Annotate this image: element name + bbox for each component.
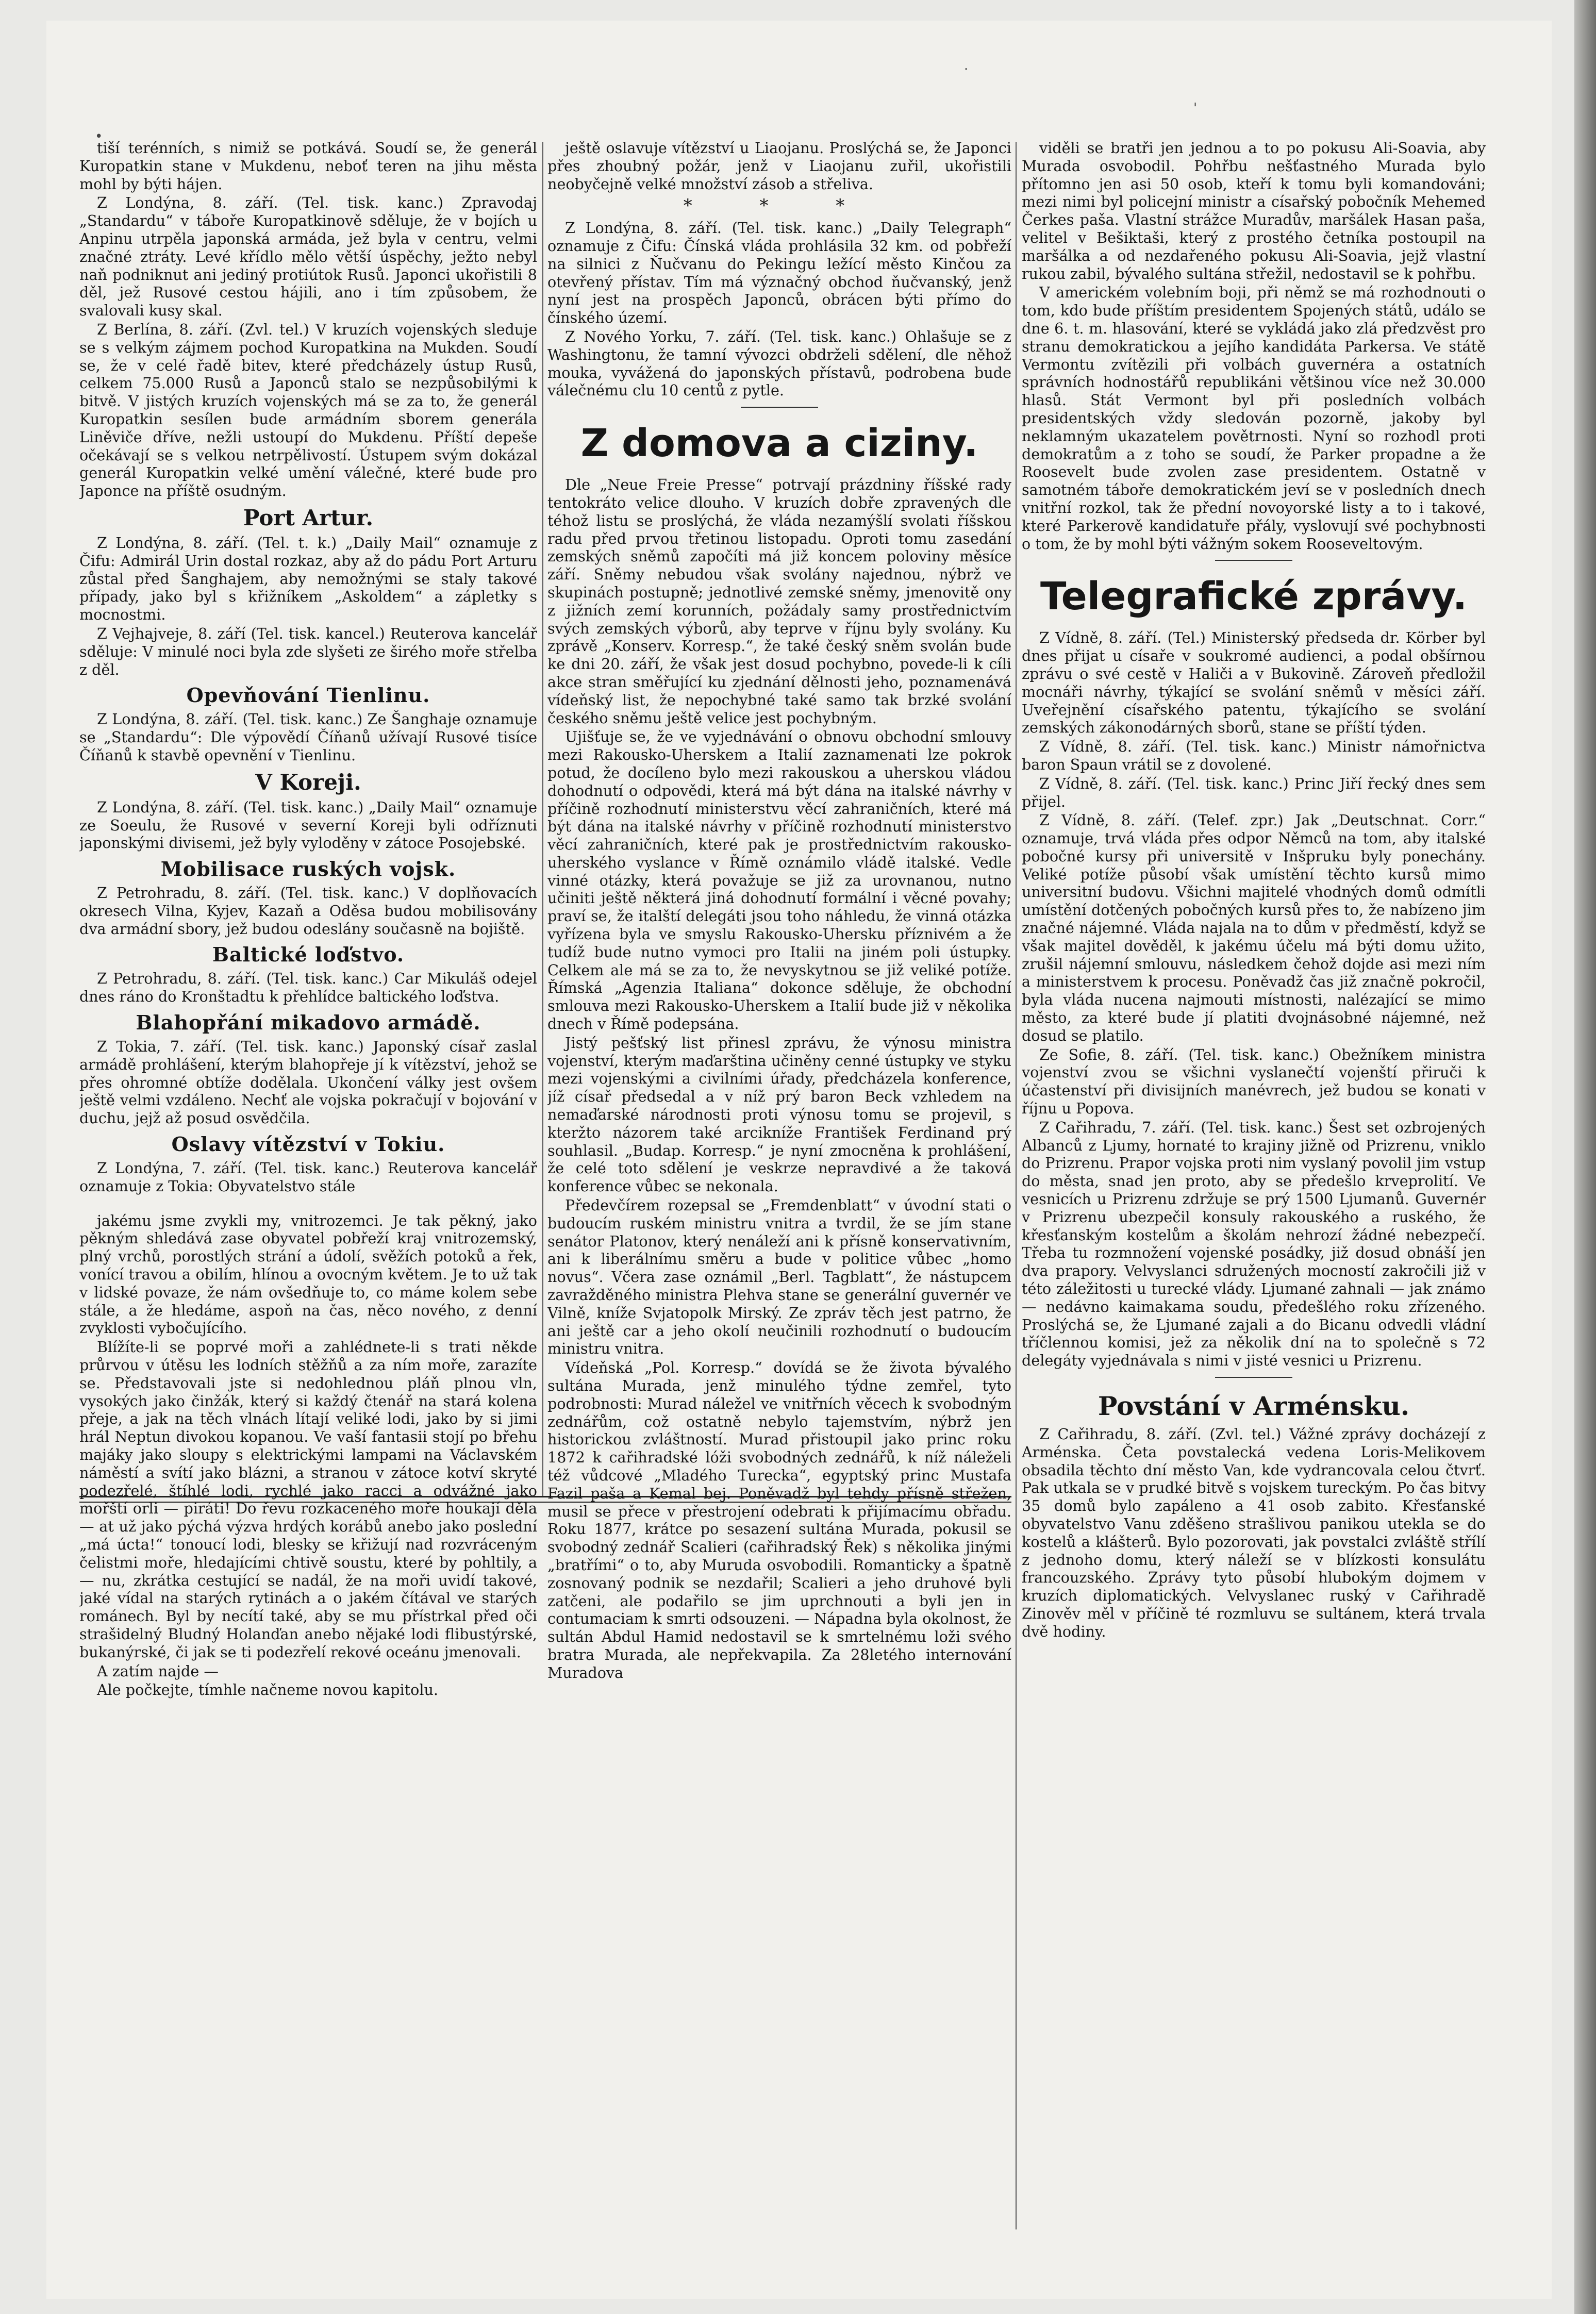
- section-heading: Oslavy vítězství v Tokiu.: [171, 1133, 445, 1156]
- section-heading: V Koreji.: [255, 769, 361, 795]
- paragraph: Z Berlína, 8. září. (Zvl. tel.) V kruzích vojenských sleduje se s velkým zájmem pochod Kuropatkina na Mukden. Soudí se, že v celé řadě bitev, které předcházely ústup Rusů, celkem 75.000 Rusů a Japonců stalo se nezpůsobilými k bitvě. V jistých kruzích vojenských má se za to, že generál Kuropatkin sesílen bude armádním sborem generála Liněviče dříve, nežli ustoupí do Mukdenu. Příští depeše očekávají se s velkou netrpělivostí. Ústupem svým dokázal generál Kuropatkin velké umění válečné, které bude pro Japonce na příště osudným.: [79, 320, 537, 500]
- section-heading: Opevňování Tienlinu.: [186, 684, 430, 707]
- column-divider: [542, 142, 543, 1497]
- paragraph: Z Londýna, 8. září. (Tel. t. k.) „Daily Mail“ oznamuje z Čifu: Admirál Urin dostal rozkaz, aby až do pádu Port Arturu zůstal před Šanghajem, aby nemožnými se staly takové případy, jako byl s křižníkem „Askoldem“ a zápletky s mocnostmi.: [79, 534, 537, 624]
- paragraph: V americkém volebním boji, při němž se má rozhodnouti o tom, kdo bude příštím presidentem Spojených států, událo se dne 6. t. m. hlasování, které se vykládá jako zlá předzvěst pro stranu demokratickou a jejího kandidáta Parkersa. Ve státě Vermontu zvítězili při volbách guvernéra a ostatních správních hodnostářů republikáni většinou více než 30.000 hlasů. Stát Vermont byl při posledních volbách presidentských vždy sledován pozorně, jakoby byl neklamným ukazatelem povětrnosti. Nyní so rozhodl proti demokratům a z toho se soudí, že Parker propadne a že Roosevelt bude zvolen zase presidentem. Ostatně v samotném táboře demokratickém jeví se v posledních dnech vnitřní rozkol, tak že přední novoyorské listy a to i takové, které Parkerově kandidatuře přály, vyslovují své pochybnosti o tom, že by mohl býti vážným sokem Rooseveltovým.: [1022, 284, 1486, 553]
- paragraph: Z Londýna, 7. září. (Tel. tisk. kanc.) Reuterova kancelář oznamuje z Tokia: Obyvatelstvo stále: [79, 1159, 537, 1195]
- paragraph: Dle „Neue Freie Presse“ potrvají prázdniny říšské rady tentokráto velice dlouho. V kruzích dobře zpravených dle téhož listu se proslýchá, že vláda nezamýšlí svolati říšskou radu před prvou třetinou listopadu. Oproti tomu zasedání zemských sněmů započíti má již koncem poloviny měsíce září. Sněmy nebudou však svolány najednou, nýbrž ve skupinách postupně; jednotlivé zemské sněmy, jmenovitě ony z jižních zemí korunních, požádaly samy prostřednictvím svých zemských výborů, aby teprve v říjnu byly svolány. Ku zprávě „Konserv. Korresp.“, že také český sněm svolán bude ke dni 20. září, že však jest dosud pochybno, povede-li k cíli akce stran směřující ku zjednání dělnosti jeho, poznamenává vídeňský list, že nepochybné také samo tak brzké svolání českého sněmu ještě velice jest pochybným.: [547, 476, 1011, 727]
- paragraph: Z Tokia, 7. září. (Tel. tisk. kanc.) Japonský císař zaslal armádě prohlášení, kterým blahopřeje jí k vítězství, jehož se přes ohromné obtíže dodělala. Ukončení války jest ovšem ještě velmi vzdáleno. Nechť ale vojska pokračují v bojování v duchu, jejž až posud osvědčila.: [79, 1038, 537, 1127]
- newspaper-page: [46, 21, 1552, 2299]
- paragraph: Z Londýna, 8. září. (Tel. tisk. kanc.) „Daily Telegraph“ oznamuje z Čifu: Čínská vláda prohlásila 32 km. od pobřeží na silnici z Ňučvanu do Pekingu ležící město Kinčou za otevřený přístav. Tím má význačný obchod ňučvanský, jenž nyní jest na prospěch Japonců, obrácen býti přímo do čínského území.: [547, 219, 1011, 327]
- paragraph: Ujišťuje se, že ve vyjednávání o obnovu obchodní smlouvy mezi Rakousko-Uherskem a Italií zaznamenati lze pokrok potud, že docíleno bylo mezi rakouskou a uherskou vládou dohodnutí o odpovědi, která má být dána na italské návrhy v příčině rozhodnutí ministerstvu věcí zahraničních, které má být dána na italské návrhy v příčině rozhodnutí ministerstvo věcí zahraničních, které pak je prostřednictvím rakousko-uherského vyslance v Římě oznámilo vládě italské. Vedle vinné otázky, která považuje se již za urovnanou, nutno učiniti ještě některá jiná dohodnutí formální i věcné povahy; praví se, že italští delegáti jsou toho náhledu, že vinná otázka vyřízena byla ve smyslu Rakousko-Uhersku příznivém a že tudíž bude nutno vymoci pro Italii na jiném poli ústupky. Celkem ale má se za to, že nevyskytnou se již veliké potíže. Římská „Agenzia Italiana“ dokonce sděluje, že obchodní smlouva mezi Rakousko-Uherskem a Italií bude již v několika dnech v Římě podepsána.: [547, 728, 1011, 1033]
- spacer: [79, 1196, 537, 1212]
- feuilleton-paragraph: jakému jsme zvykli my, vnitrozemci. Je tak pěkný, jako pěkným shledává zase obyvatel pobřeží kraj vnitrozemský, plný vrchů, porostlých strání a údolí, svěžích potoků a řek, vonící travou a obilím, hlínou a ovocným květem. Je to už tak v lidské povaze, že nám ovšedňuje to, co máme kolem sebe stále, a že hledáme, aspoň na čas, něco nového, z denní zvyklosti vybočujícího.: [79, 1211, 537, 1337]
- paragraph: Z Cařihradu, 8. září. (Zvl. tel.) Vážné zprávy docházejí z Arménska. Četa povstalecká vedena Loris-Melikovem obsadila těchto dní město Van, kde vydrancovala celou čtvrť. Pak utkala se v prudké bitvě s vojskem tureckým. Po čas bitvy 35 domů bylo zapáleno a 41 osob zabito. Křesťanské obyvatelstvo Vanu zděšeno strašlivou panikou utekla se do kostelů a klášterů. Bylo pozorovati, jak povstalci zvláště střílí z jednoho domu, který náleží se v blízkosti konsulátu francouzského. Zprávy tyto působí hlubokým dojmem v kruzích diplomatických. Velvyslanec ruský v Cařihradě Zinověv měl v příčině té rozmluvu se sultánem, která trvala dvě hodiny.: [1022, 1425, 1486, 1640]
- divider: [1215, 1377, 1292, 1378]
- print-speck: •: [95, 129, 103, 144]
- paragraph: Z Londýna, 8. září. (Tel. tisk. kanc.) Zpravodaj „Standardu“ v táboře Kuropatkinově sděluje, že v bojích u Anpinu utrpěla japonská armáda, jež byla v centru, velmi značné ztráty. Levé křídlo mělo větší úspěchy, ježto nebyl naň podniknut ani jediný protiútok Rusů. Japonci ukořistili 8 děl, jež Rusové cestou hájili, ano i tím způsobem, že svalovali kusy skal.: [79, 194, 537, 320]
- print-speck: ·: [964, 62, 969, 77]
- paragraph: Z Vejhajveje, 8. září (Tel. tisk. kancel.) Reuterova kancelář sděluje: V minulé noci byla zde slyšeti ze širého moře střelba z děl.: [79, 624, 537, 678]
- paragraph: Z Londýna, 8. září. (Tel. tisk. kanc.) Ze Šanghaje oznamuje se „Standardu“: Dle výpovědí Číňanů užívají Rusové tisíce Číňanů k stavbě opevnění v Tienlinu.: [79, 710, 537, 764]
- paragraph: Ze Sofie, 8. září. (Tel. tisk. kanc.) Obežníkem ministra vojenství zvou se všichni vyslanečtí vojenští přiruči k účastenství při divisijních manévrech, jež budou se konati v říjnu u Popova.: [1022, 1045, 1486, 1118]
- column-2: [547, 139, 1011, 2232]
- section-heading: Baltické loďstvo.: [212, 943, 405, 967]
- paragraph: Z Vídně, 8. září. (Tel. tisk. kanc.) Princ Jiří řecký dnes sem přijel.: [1022, 774, 1486, 810]
- feuilleton-paragraph: Ale počkejte, tímhle načneme novou kapitolu.: [97, 1681, 438, 1699]
- paragraph: Z Vídně, 8. září. (Tel.) Ministerský předseda dr. Körber byl dnes přijat u císaře v soukromé audienci, a podal obšírnou zprávu o své cestě v Haliči a v Bukovině. Zároveň předložil mocnáři návrhy, týkající se svolání sněmů v měsíci září. Uveřejnění císařského patentu, týkajícího se svolání zemských zákonodárných sborů, stane se příští týden.: [1022, 629, 1486, 737]
- section-heading: Port Artur.: [243, 505, 374, 530]
- paragraph: Z Nového Yorku, 7. září. (Tel. tisk. kanc.) Ohlašuje se z Washingtonu, že tamní vývozci obdrželi sdělení, dle něhož mouka, vyvážená do japonských přístavů, podrobena bude válečnému clu 10 centů z pytle.: [547, 327, 1011, 399]
- column-3: [1022, 139, 1486, 1686]
- section-heading: Mobilisace ruských vojsk.: [160, 857, 456, 881]
- divider: [741, 407, 818, 408]
- paragraph: Z Vídně, 8. září. (Telef. zpr.) Jak „Deutschnat. Corr.“ oznamuje, trvá vláda přes odpor Němců na tom, aby italské pobočné kursy při universitě v Inšpruku byly ponechány. Veliké potíže působí však umístění těchto kursů mimo universitní budovu. Všichni majitelé vhodných domů odmítli umístění dotčených pobočných kursů přes to, že nabízeno jim značné nájemné. Vláda najala na to dům v předměstí, když se však majitel dověděl, k jakému účelu má býti domu užito, zrušil nájemní smlouvu, následkem čehož dojde asi mezi ním a ministerstvem k procesu. Poněvadž čas již značně pokročil, byla vláda nucena najmouti místnosti, nalézající se mimo město, za které bude jí platiti dvojnásobné nájemné, než dosud se platilo.: [1022, 811, 1486, 1044]
- paragraph: tiší terénních, s nimiž se potkává. Soudí se, že generál Kuropatkin stane v Mukdenu, neboť teren na jihu města mohl by býti hájen.: [79, 139, 537, 193]
- print-speck: ': [1193, 101, 1198, 116]
- paragraph: Z Vídně, 8. září. (Tel. tisk. kanc.) Ministr námořnictva baron Spaun vrátil se z dovolené.: [1022, 738, 1486, 773]
- paragraph: Vídeňská „Pol. Korresp.“ dovídá se že života bývalého sultána Murada, jenž minulého týdne zemřel, tyto podrobnosti: Murad náležel ve vnitřních věcech k svobodným zednářům, což ostatně nebylo tajemstvím, nýbrž jen historickou zvláštností. Murad přistoupil jako princ roku 1872 k cařihradské lóži svobodných zednářů, k níž náleželi též vůdcové „Mladého Turecka“, egyptský princ Mustafa Fazil paša a Kemal bej. Poněvadž byl tehdy přísně střežen, musil se přece v přestrojení odebrati k přijímacímu obřadu. Roku 1877, krátce po sesazení sultána Murada, pokusil se svobodný zednář Scalieri (cařihradský Řek) s několika jinými „bratřími“ o to, aby Muruda osvobodili. Romanticky a špatně zosnovaný podnik se nezdařil; Scalieri a jeho druhové byli zatčeni, ale podařilo se jim uprchnouti a byli jen in contumaciam k smrti odsouzeni. — Nápadna byla okolnost, že sultán Abdul Hamid nedostavil se k smrtelnému loži svého bratra Murada, ale nepřekvapila. Za 28letého internování Muradova: [547, 1359, 1011, 1682]
- paragraph: ještě oslavuje vítězství u Liaojanu. Proslýchá se, že Japonci přes zhoubný požár, jenž v Liaojanu zuřil, ukořistili neobyčejně velké množství zásob a střeliva.: [547, 139, 1011, 193]
- feuilleton-paragraph: A zatím najde —: [97, 1662, 219, 1680]
- section-title: Povstání v Arménsku.: [1098, 1391, 1410, 1421]
- paragraph: Jistý pešťský list přinesl zprávu, že výnosu ministra vojenství, kterým maďarština učiněny cenné ústupky ve styku mezi vojenskými a civilními úřady, předcházela konference, jíž císař předsedal a v níž prý baron Beck vzhledem na nemaďarské národnosti proti výnosu tomu se projevil, s kteržto názorem také arcikníže František Ferdinand prý souhlasil. „Budap. Korresp.“ je nyní zmocněna k prohlášení, že celé toto sdělení je veskrze nepravdivé a že taková konference vůbec se nekonala.: [547, 1034, 1011, 1195]
- section-stars: * * *: [683, 195, 876, 217]
- section-title: Z domova a ciziny.: [580, 421, 978, 466]
- paragraph: Z Petrohradu, 8. září. (Tel. tisk. kanc.) Car Mikuláš odejel dnes ráno do Kronštadtu k přehlídce baltického loďstva.: [79, 970, 537, 1006]
- paragraph: Předevčírem rozepsal se „Fremdenblatt“ v úvodní stati o budoucím ruském ministru vnitra a tvrdil, že se jím stane senátor Platonov, který nenáleží ani k přísně konservativním, ani k liberálnímu směru a bude v politice vůbec „homo novus“. Včera zase oznámil „Berl. Tagblatt“, že nástupcem zavražděného ministra Plehva stane se generální guvernér ve Vilně, kníže Svjatopolk Mirský. Ze zpráv těch jest patrno, že ani ještě car a jeho okolí neučinili rozhodnutí o budoucím ministru vnitra.: [547, 1196, 1011, 1358]
- column-1: [79, 139, 537, 2232]
- paragraph: Z Cařihradu, 7. září. (Tel. tisk. kanc.) Šest set ozbrojených Albanců z Ljumy, hornaté to krajiny jižně od Prizrenu, vniklo do Prizrenu. Prapor vojska proti nim vyslaný povolil jim vstup do města, snad jen proto, aby se předešlo krveprolití. Ve vesnicích u Prizrenu zdržuje se prý 1500 Ljumanů. Guvernér v Prizrenu ubezpečil konsuly rakouského a ruského, že křesťanským kostelům a školám nehrozí žádné nebezpečí. Třeba tu rozmnožení vojenské posádky, již dosud obnáší jen dva prapory. Velvyslanci sdružených mocností zakročili již v této záležitosti u turecké vlády. Ljumané zahnali — jak známo — nedávno kaimakama soudu, předešlého roku zřízeného. Proslýchá se, že Ljumané zajali a do Bicanu odvedli vládní tříčlennou komisi, jež za několik dní na to společně s 72 delegáty vyjednávala s nimi v jisté vesnici u Prizrenu.: [1022, 1118, 1486, 1370]
- column-divider: [1016, 142, 1017, 2229]
- paragraph: Z Londýna, 8. září. (Tel. tisk. kanc.) „Daily Mail“ oznamuje ze Soeulu, že Rusové v severní Koreji byli odříznuti japonskými divisemi, jež byly vyloděny v zátoce Posojebské.: [79, 798, 537, 852]
- paragraph: viděli se bratři jen jednou a to po pokusu Ali-Soavia, aby Murada osvobodil. Pohřbu nešťastného Murada bylo přítomno jen asi 50 osob, kteří k tomu byli komandováni; mezi nimi byl policejní ministr a císařský pobočník Mehemed Čerkes paša. Vlastní strážce Muradův, maršálek Hasan paša, velitel v Bešiktaši, který z prostého četníka postoupil na maršálka a od nezdařeného pokusu Ali-Soavia, jejž vlastní rukou zabil, bývalého sultána střežil, nedostavil se k pohřbu.: [1022, 139, 1486, 282]
- section-heading: Blahopřání mikadovo armádě.: [136, 1011, 481, 1035]
- page-edge: [1574, 0, 1596, 2314]
- paragraph: Z Petrohradu, 8. září. (Tel. tisk. kanc.) V doplňovacích okresech Vilna, Kyjev, Kazaň a Oděsa budou mobilisovány dva armádní sbory, jež budou odeslány současně na bojiště.: [79, 884, 537, 938]
- divider: [1215, 560, 1292, 561]
- feuilleton-paragraph: Blížíte-li se poprvé moři a zahlédnete-li s trati někde průrvou v útěsu les lodních stěžňů a za ním moře, zarazíte se. Představovali jste si nedohlednou pláň plnou vln, vysokých jako činžák, který si každý čtenář na stará kolena přeje, a jak na těch vlnách lítají veliké lodi, jako by si jimi hrál Neptun divokou kopanou. Ve vaší fantasii stojí po břehu majáky jako sloupy s elektrickými lampami na Václavském náměstí a svítí jako blázni, a stranou v zátoce kotví skryté podezřelé, štíhlé lodi, rychlé jako racci a odvážné jako mořští orli — piráti! Do řevu rozkaceného moře houkají děla — at už jako pýchá výzva hrdých korábů anebo jako poslední „má úcta!“ tonoucí lodi, blesky se křižují nad rozvráceným čelistmi moře, hledajícími chtivě soustu, které by pohltily, a — nu, zkrátka cestující se nadál, že na moři uvidí takové, jaké vídal na starých rytinách a o jakém čítával ve starých románech. Byl by necítí také, aby se mu přístrkal před oči strašidelný Bludný Holanďan anebo nějaké lodi flibustýrské, bukanýrské, či jak se ti podezřelí rekové oceánu jmenovali.: [79, 1338, 537, 1661]
- section-title: Telegrafické zprávy.: [1040, 574, 1467, 619]
